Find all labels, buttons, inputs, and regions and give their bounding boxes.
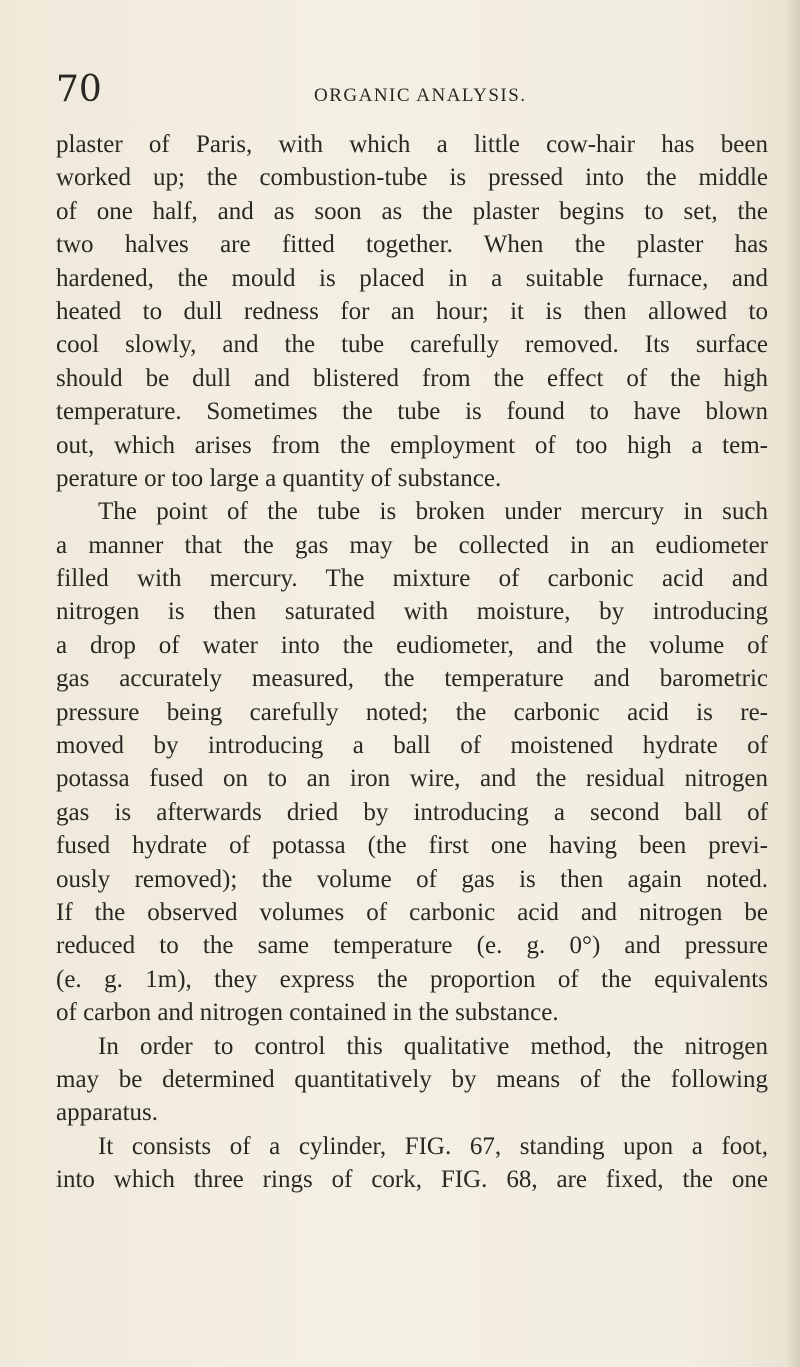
text-line: ously removed); the volume of gas is then again noted. xyxy=(56,865,768,893)
paragraph-start-line: It consists of a cylinder, FIG. 67, standing upon a foot, xyxy=(98,1132,768,1160)
page-edge-shadow xyxy=(786,0,800,1367)
text-line: heated to dull redness for an hour; it is then allowed to xyxy=(56,297,768,325)
text-line: two halves are fitted together. When the plaster has xyxy=(56,231,768,259)
text-line: of carbon and nitrogen contained in the substance. xyxy=(56,999,559,1027)
text-line: worked up; the combustion-tube is pressed into the middle xyxy=(56,164,768,192)
text-line: should be dull and blistered from the effect of the high xyxy=(56,364,768,392)
running-head: ORGANIC ANALYSIS. xyxy=(314,85,527,106)
text-line: into which three rings of cork, FIG. 68, are fixed, the one xyxy=(56,1166,768,1194)
text-line: plaster of Paris, with which a little cow-hair has been xyxy=(56,131,768,158)
text-line: moved by introducing a ball of moistened hydrate of xyxy=(56,732,768,760)
text-line: of one half, and as soon as the plaster begins to set, the xyxy=(56,197,768,225)
text-line: a manner that the gas may be collected in an eudiometer xyxy=(56,531,768,559)
text-line: cool slowly, and the tube carefully removed. Its surface xyxy=(56,331,768,359)
page-number: 70 xyxy=(56,69,102,110)
text-line: hardened, the mould is placed in a suitable furnace, and xyxy=(56,264,768,292)
text-line: gas is afterwards dried by introducing a second ball of xyxy=(56,798,768,826)
text-line: potassa fused on to an iron wire, and the residual nitrogen xyxy=(56,765,768,793)
body-text xyxy=(56,128,768,1197)
text-line: fused hydrate of potassa (the first one having been previ- xyxy=(56,832,768,860)
paragraph-start-line: The point of the tube is broken under mercury in such xyxy=(98,498,768,526)
paragraph-start-line: In order to control this qualitative method, the nitrogen xyxy=(98,1032,768,1060)
text-line: gas accurately measured, the temperature and barometric xyxy=(56,665,768,693)
text-line: (e. g. 1m), they express the proportion of the equivalents xyxy=(56,965,768,993)
text-line: perature or too large a quantity of substance. xyxy=(56,464,502,492)
text-line: reduced to the same temperature (e. g. 0°) and pressure xyxy=(56,932,768,960)
text-line: may be determined quantitatively by means of the following xyxy=(56,1065,768,1093)
text-line: temperature. Sometimes the tube is found to have blown xyxy=(56,398,768,426)
text-line: out, which arises from the employment of too high a tem- xyxy=(56,431,768,459)
page-header xyxy=(56,69,756,112)
text-line: apparatus. xyxy=(56,1099,159,1127)
text-line: filled with mercury. The mixture of carbonic acid and xyxy=(56,565,768,593)
text-line: pressure being carefully noted; the carbonic acid is re- xyxy=(56,698,768,726)
text-line: a drop of water into the eudiometer, and the volume of xyxy=(56,631,768,659)
text-line: nitrogen is then saturated with moisture, by introducing xyxy=(56,598,768,626)
text-line: If the observed volumes of carbonic acid and nitrogen be xyxy=(56,898,768,926)
